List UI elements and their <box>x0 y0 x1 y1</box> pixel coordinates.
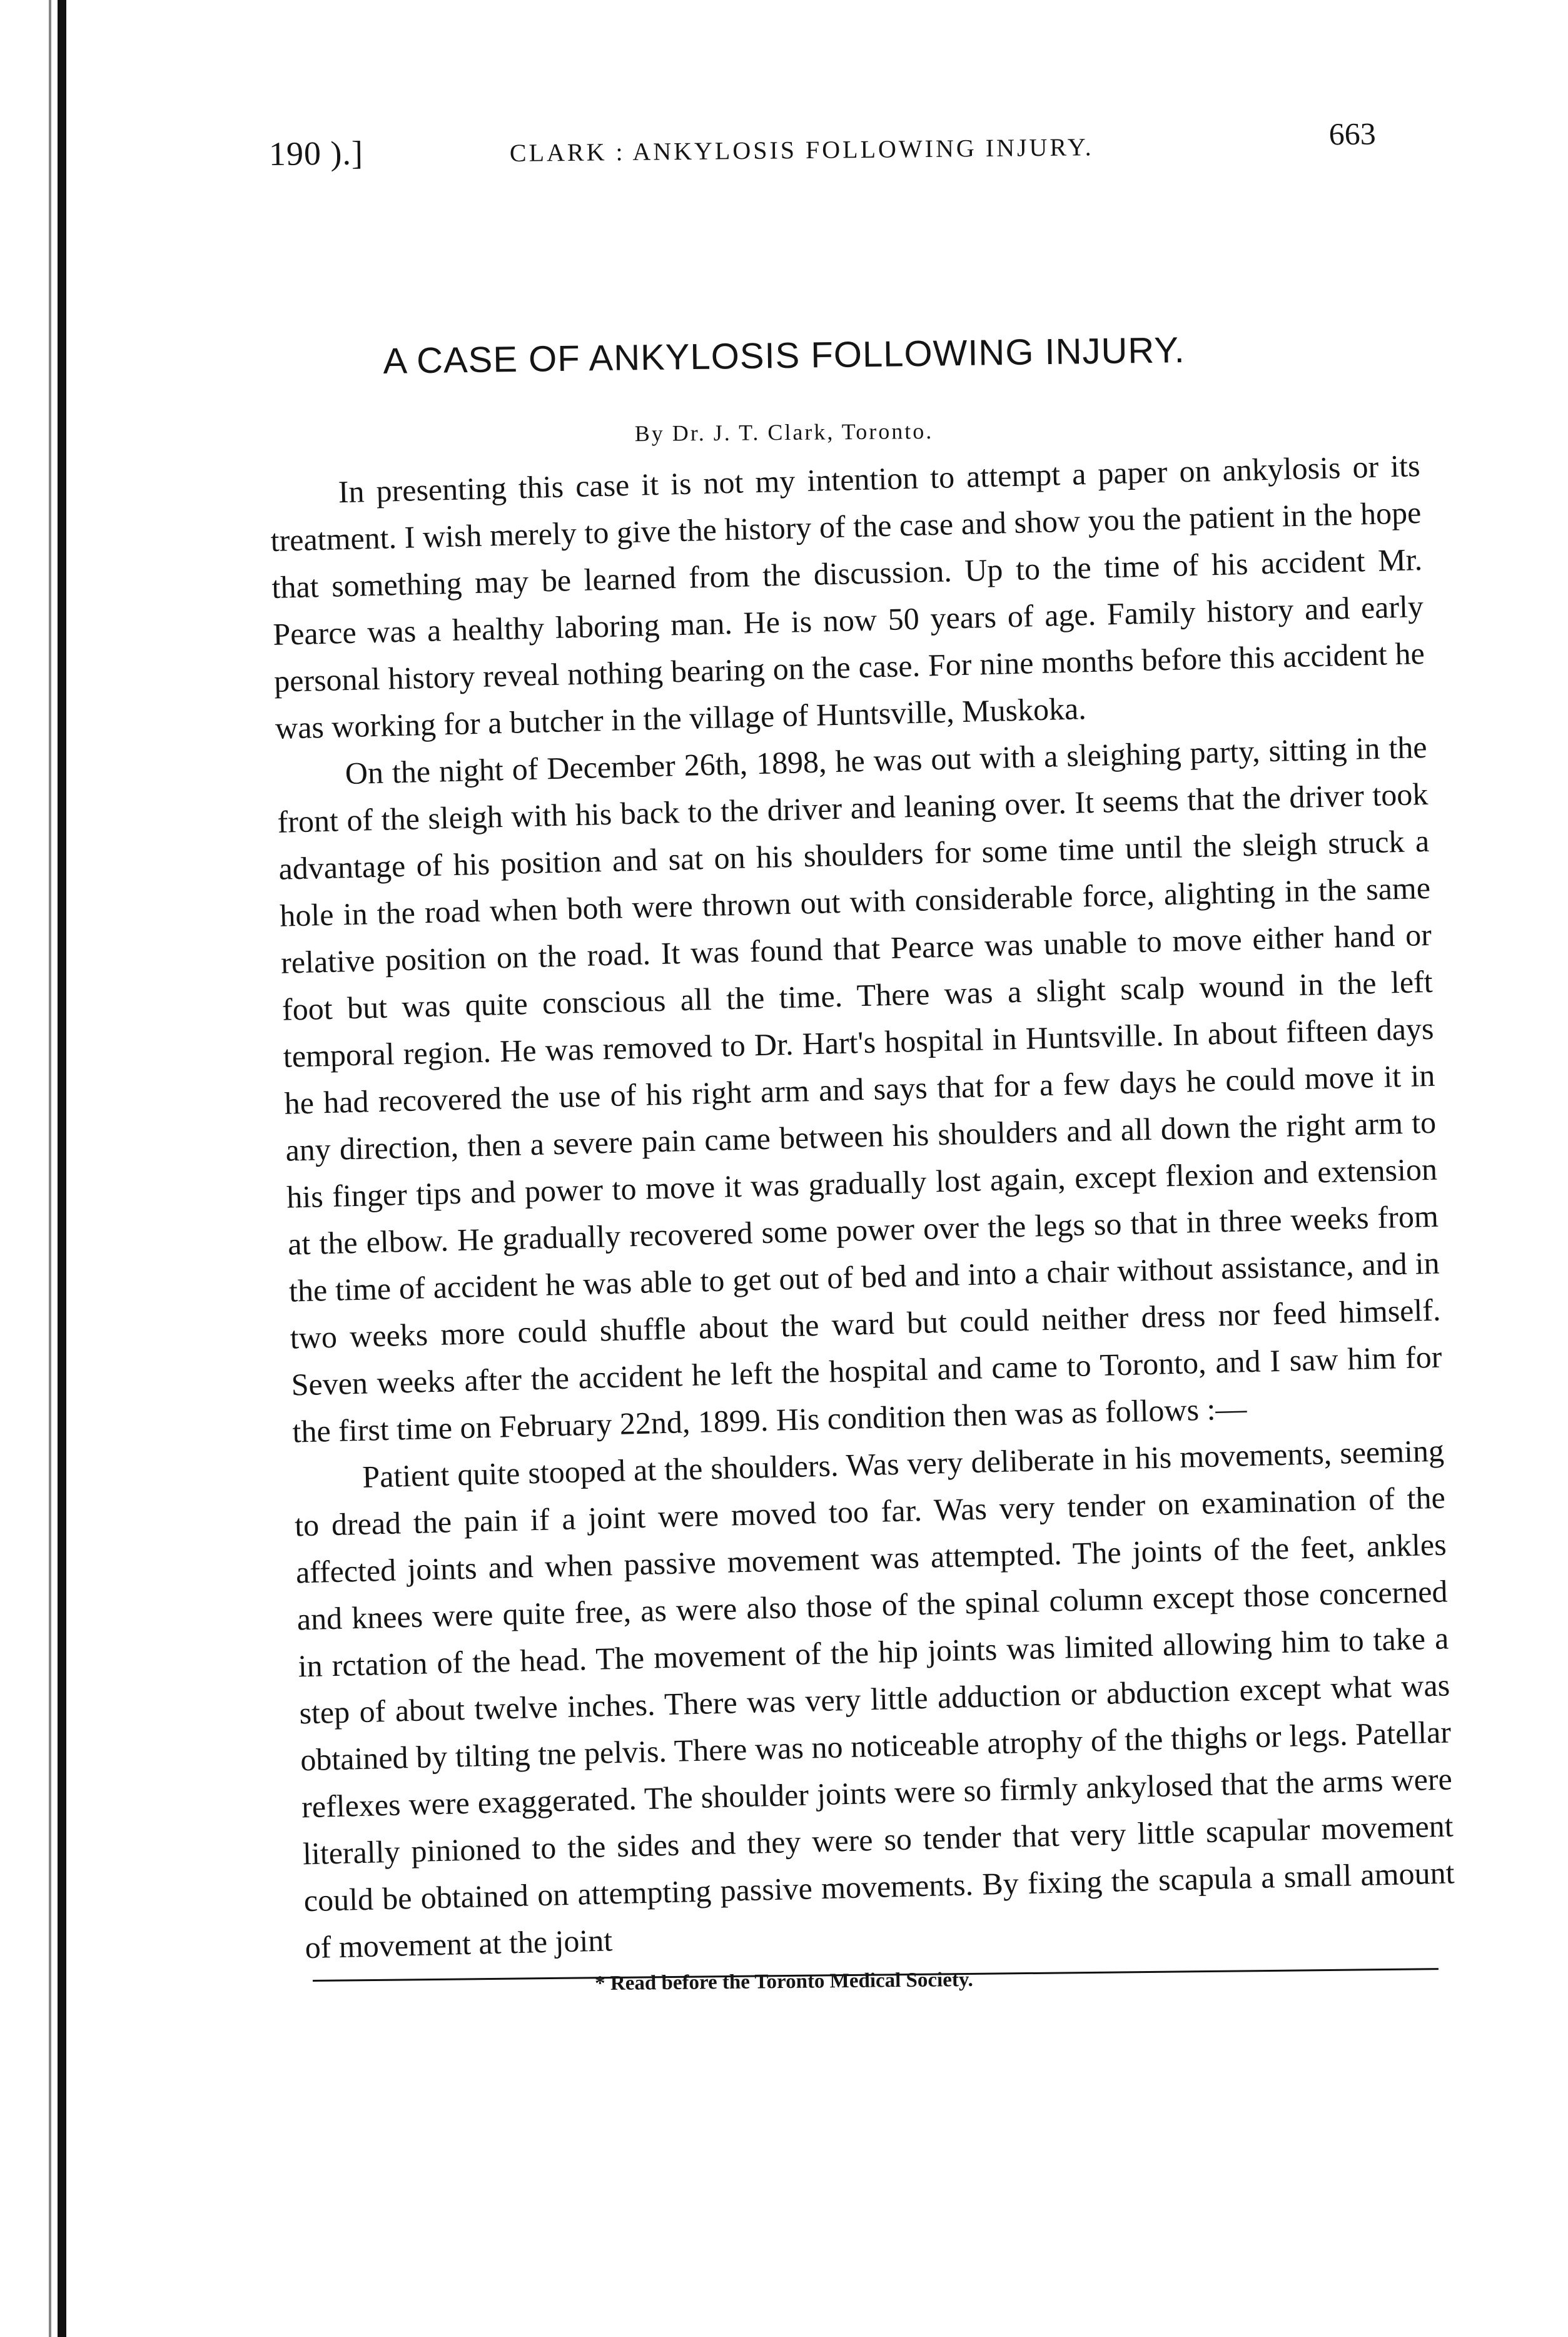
page-number: 663 <box>1328 116 1376 152</box>
footnote: * Read before the Toronto Medical Society. <box>594 1968 973 1995</box>
article-byline: By Dr. J. T. Clark, Toronto. <box>634 418 934 447</box>
paragraph-patient-condition: Patient quite stooped at the shoulders. Was very deliberate in his movements, seeming to dread the pain if a joint were moved too far. Was very tender on examination of the affected joints and when passive movement was attempted. The joints of the feet, ankles and knees were quite free, as were also those of the spinal column except those concerned in rctation of the head. The movement of the hip joints was limited allowing him to take a step of about twelve inches. There was very little adduction or abduction except what was obtained by tilting tne pelvis. There was no noticeable atrophy of the thighs or legs. Patellar reflexes were exaggerated. The shoulder joints were so firmly ankylosed that the arms were literally pinioned to the sides and they were so tender that very little scapular movement could be obtained on attempting passive movements. By fixing the scapula a small amount of movement at the joint <box>294 1432 1455 1965</box>
paragraph-accident-history: On the night of December 26th, 1898, he was out with a sleighing party, sitting in the front of the sleigh with his back to the driver and leaning over. It seems that the driver took advantage of his position and sat on his shoulders for some time until the sleigh struck a hole in the road when both were thrown out with considerable force, alighting in the same relative position on the road. It was found that Pearce was unable to move either hand or foot but was quite conscious all the time. There was a slight scalp wound in the left temporal region. He was removed to Dr. Hart's hospital in Huntsville. In about fifteen days he had recovered the use of his right arm and says that for a few days he could move it in any direction, then a severe pain came between his shoulders and all down the right arm to his finger tips and power to move it was gradually lost again, except flexion and extension at the elbow. He gradually recovered some power over the legs so that in three weeks from the time of accident he was able to get out of bed and into a chair without assistance, and in two weeks more could shuffle about the ward but could neither dress nor feed himself. Seven weeks after the accident he left the hospital and came to Toronto, and I saw him for the first time on February 22nd, 1899. His condition then was as follows :— <box>277 729 1442 1449</box>
article-body <box>269 442 1456 1971</box>
running-head-year: 190 ).] <box>268 134 364 173</box>
article-title: A CASE OF ANKYLOSIS FOLLOWING INJURY. <box>382 330 1186 382</box>
running-head <box>268 116 1377 185</box>
running-head-title: CLARK : ANKYLOSIS FOLLOWING INJURY. <box>509 133 1094 167</box>
paragraph-introduction: In presenting this case it is not my intention to attempt a paper on ankylosis or its treatment. I wish merely to give the history of the case and show you the patient in the hope that something may be learned from the discussion. Up to the time of his accident Mr. Pearce was a healthy laboring man. He is now 50 years of age. Family history and early personal history reveal nothing bearing on the case. For nine months before this accident he was working for a butcher in the village of Huntsville, Muskoka. <box>270 448 1425 746</box>
